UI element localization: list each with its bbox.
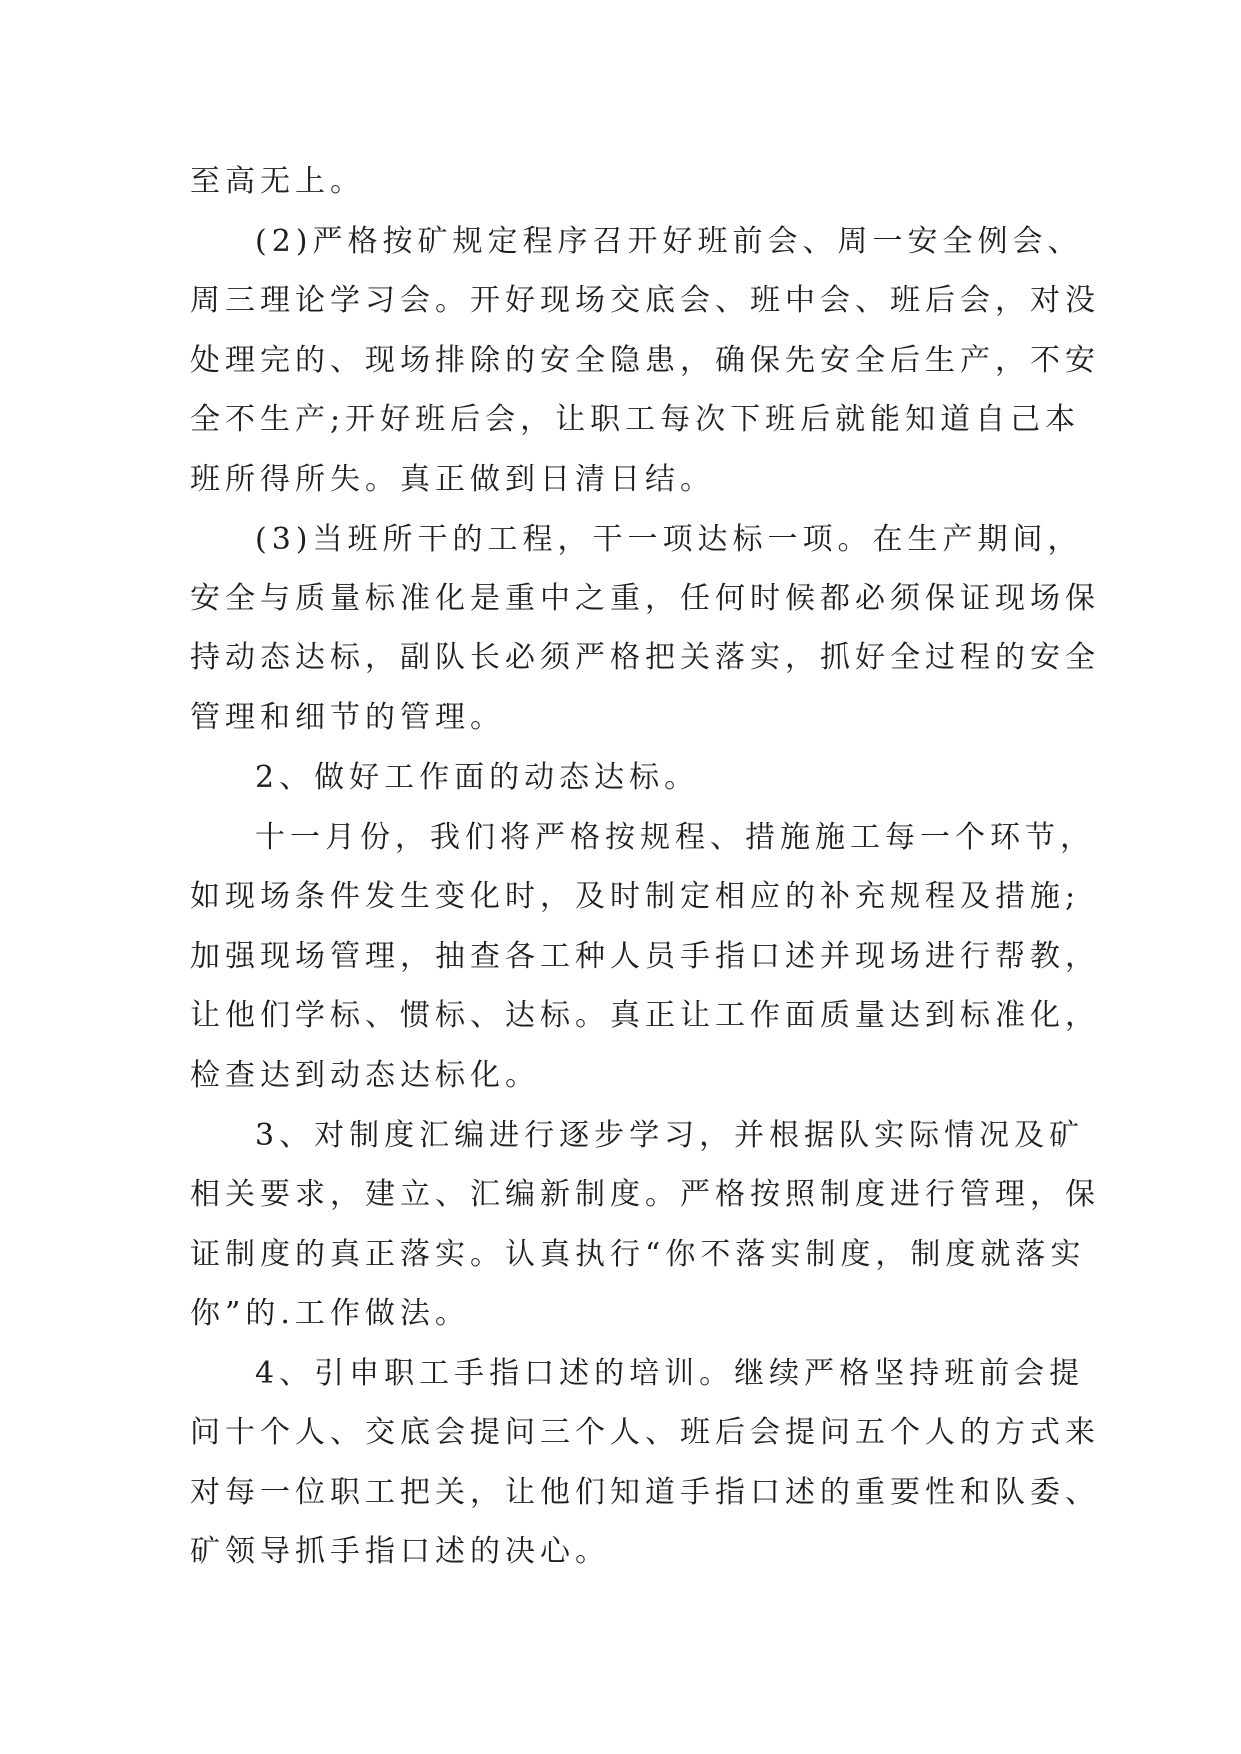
text-line-5: 全不生产;开好班后会，让职工每次下班后就能知道自己本 bbox=[190, 402, 1081, 437]
text-line-15: 让他们学标、惯标、达标。真正让工作面质量达到标准化， bbox=[190, 998, 1100, 1033]
text-line-6: 班所得所失。真正做到日清日结。 bbox=[190, 462, 715, 497]
text-line-3: 周三理论学习会。开好现场交底会、班中会、班后会，对没 bbox=[190, 283, 1100, 318]
text-line-18: 相关要求，建立、汇编新制度。严格按照制度进行管理，保 bbox=[190, 1177, 1100, 1212]
text-line-13: 如现场条件发生变化时，及时制定相应的补充规程及措施; bbox=[190, 879, 1081, 914]
text-line-21: 4、引申职工手指口述的培训。继续严格坚持班前会提 bbox=[255, 1356, 1085, 1391]
text-line-10: 管理和细节的管理。 bbox=[190, 700, 505, 735]
text-line-19: 证制度的真正落实。认真执行“你不落实制度，制度就落实 bbox=[190, 1237, 1086, 1272]
text-line-20: 你”的.工作做法。 bbox=[190, 1296, 470, 1331]
text-line-7: (3)当班所干的工程，干一项达标一项。在生产期间， bbox=[255, 522, 1083, 557]
text-line-9: 持动态达标，副队长必须严格把关落实，抓好全过程的安全 bbox=[190, 640, 1100, 675]
text-line-2: (2)严格按矿规定程序召开好班前会、周一安全例会、 bbox=[255, 224, 1083, 259]
text-line-16: 检查达到动态达标化。 bbox=[190, 1058, 540, 1093]
text-line-17: 3、对制度汇编进行逐步学习，并根据队实际情况及矿 bbox=[255, 1118, 1085, 1153]
text-line-22: 问十个人、交底会提问三个人、班后会提问五个人的方式来 bbox=[190, 1415, 1100, 1450]
text-line-4: 处理完的、现场排除的安全隐患，确保先安全后生产，不安 bbox=[190, 343, 1100, 378]
text-line-23: 对每一位职工把关，让他们知道手指口述的重要性和队委、 bbox=[190, 1475, 1100, 1510]
text-line-8: 安全与质量标准化是重中之重，任何时候都必须保证现场保 bbox=[190, 581, 1100, 616]
text-line-14: 加强现场管理，抽查各工种人员手指口述并现场进行帮教， bbox=[190, 939, 1100, 974]
text-line-24: 矿领导抓手指口述的决心。 bbox=[190, 1534, 610, 1569]
text-line-12: 十一月份，我们将严格按规程、措施施工每一个环节， bbox=[255, 820, 1095, 855]
text-line-11: 2、做好工作面的动态达标。 bbox=[255, 760, 700, 795]
text-line-1: 至高无上。 bbox=[190, 164, 365, 199]
